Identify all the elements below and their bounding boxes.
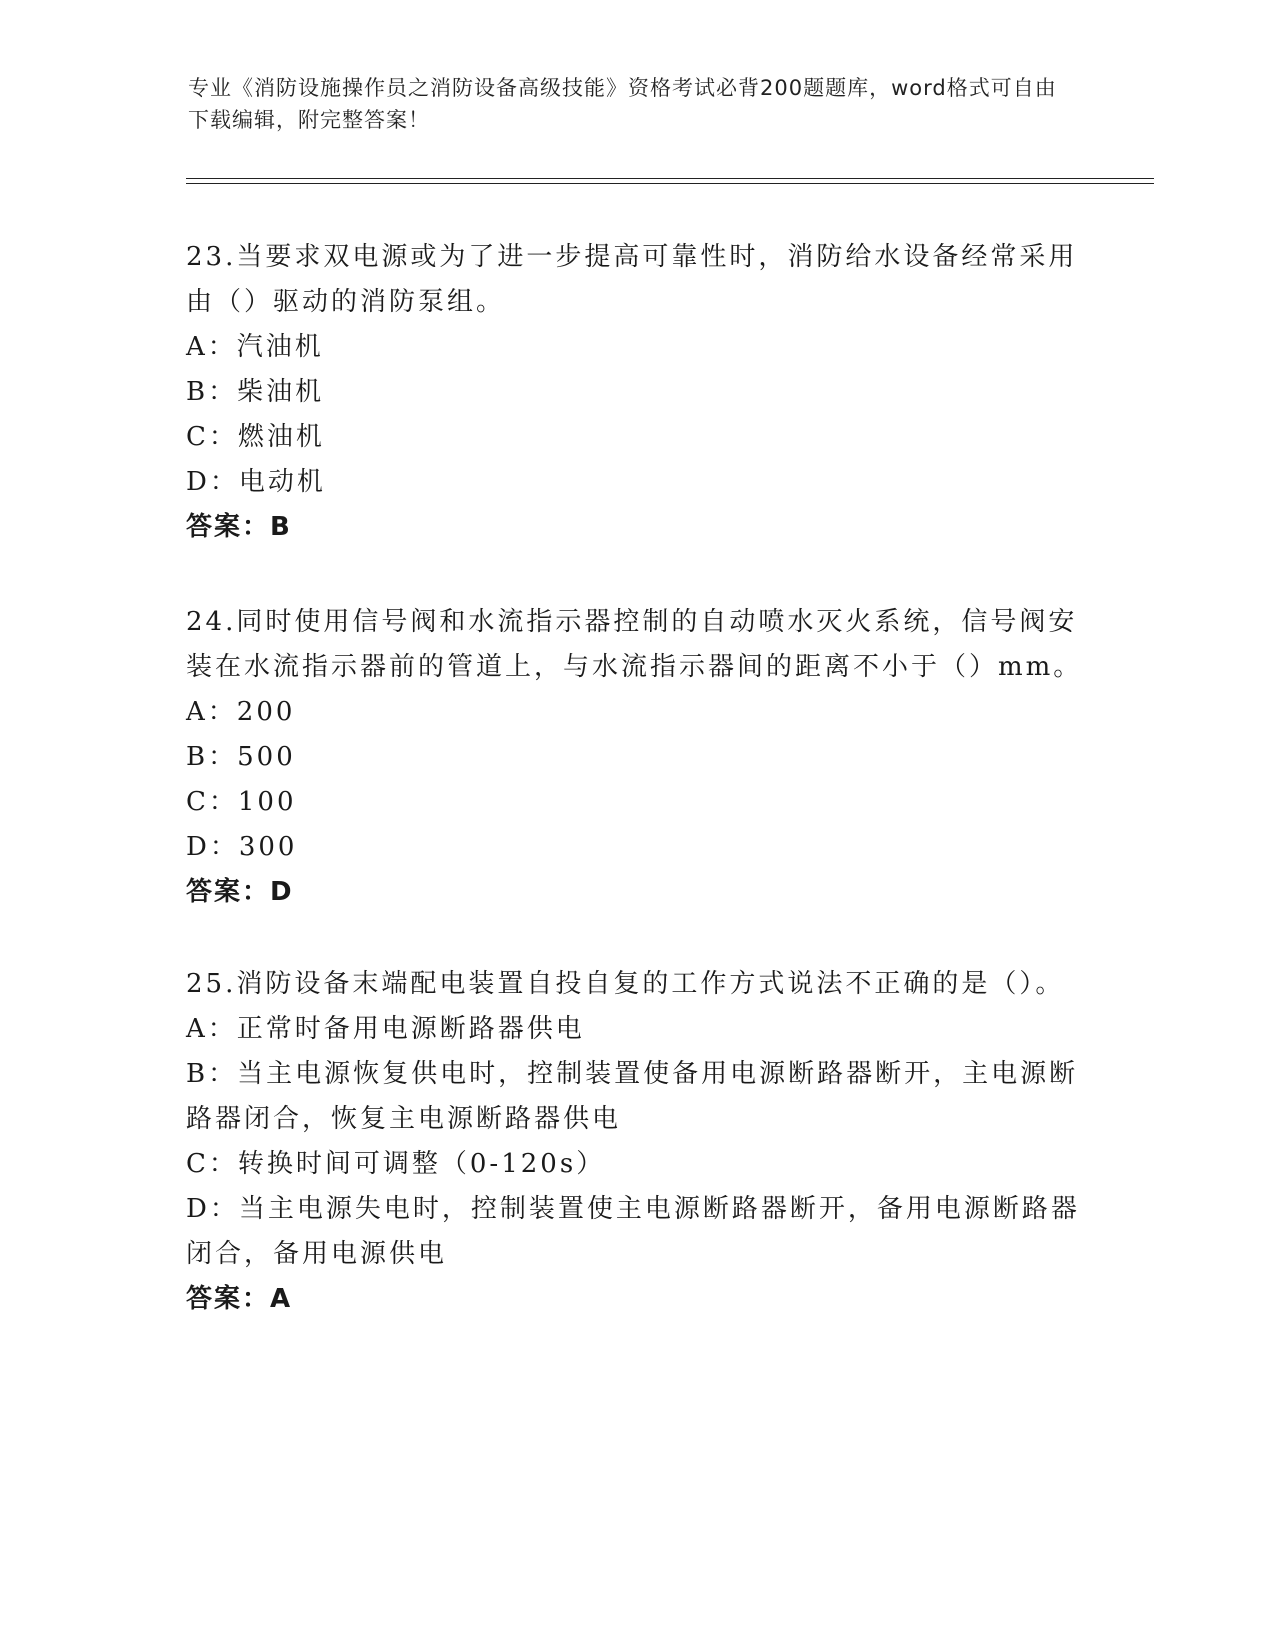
question-23 xyxy=(186,235,1086,550)
answer-label: 答案：B xyxy=(186,512,292,542)
option-d: D：300 xyxy=(186,832,298,862)
header-divider-bottom xyxy=(186,183,1154,184)
option-b: B：柴油机 xyxy=(186,377,325,407)
question-25 xyxy=(186,962,1086,1322)
question-stem: 24.同时使用信号阀和水流指示器控制的自动喷水灭火系统，信号阀安装在水流指示器前的管道上，与水流指示器间的距离不小于（）mm。 xyxy=(186,607,1083,682)
option-d: D：当主电源失电时，控制装置使主电源断路器断开，备用电源断路器闭合，备用电源供电 xyxy=(186,1194,1080,1269)
option-b: B：500 xyxy=(186,742,296,772)
question-stem: 23.当要求双电源或为了进一步提高可靠性时，消防给水设备经常采用由（）驱动的消防泵组。 xyxy=(186,242,1078,317)
option-a: A：正常时备用电源断路器供电 xyxy=(186,1014,585,1044)
answer-label: 答案：D xyxy=(186,877,294,907)
option-c: C：燃油机 xyxy=(186,422,325,452)
answer-label: 答案：A xyxy=(186,1284,293,1314)
document-intro: 专业《消防设施操作员之消防设备高级技能》资格考试必背200题题库，word格式可自由下载编辑，附完整答案！ xyxy=(188,76,1057,132)
option-a: A：200 xyxy=(186,697,296,727)
option-b: B：当主电源恢复供电时，控制装置使备用电源断路器断开，主电源断路器闭合，恢复主电源断路器供电 xyxy=(186,1059,1079,1134)
header-divider-top xyxy=(186,178,1154,179)
option-a: A：汽油机 xyxy=(186,332,324,362)
question-24 xyxy=(186,600,1086,915)
option-d: D：电动机 xyxy=(186,467,326,497)
question-stem: 25.消防设备末端配电装置自投自复的工作方式说法不正确的是（）。 xyxy=(186,969,1065,999)
option-c: C：100 xyxy=(186,787,297,817)
option-c: C：转换时间可调整（0-120s） xyxy=(186,1149,606,1179)
